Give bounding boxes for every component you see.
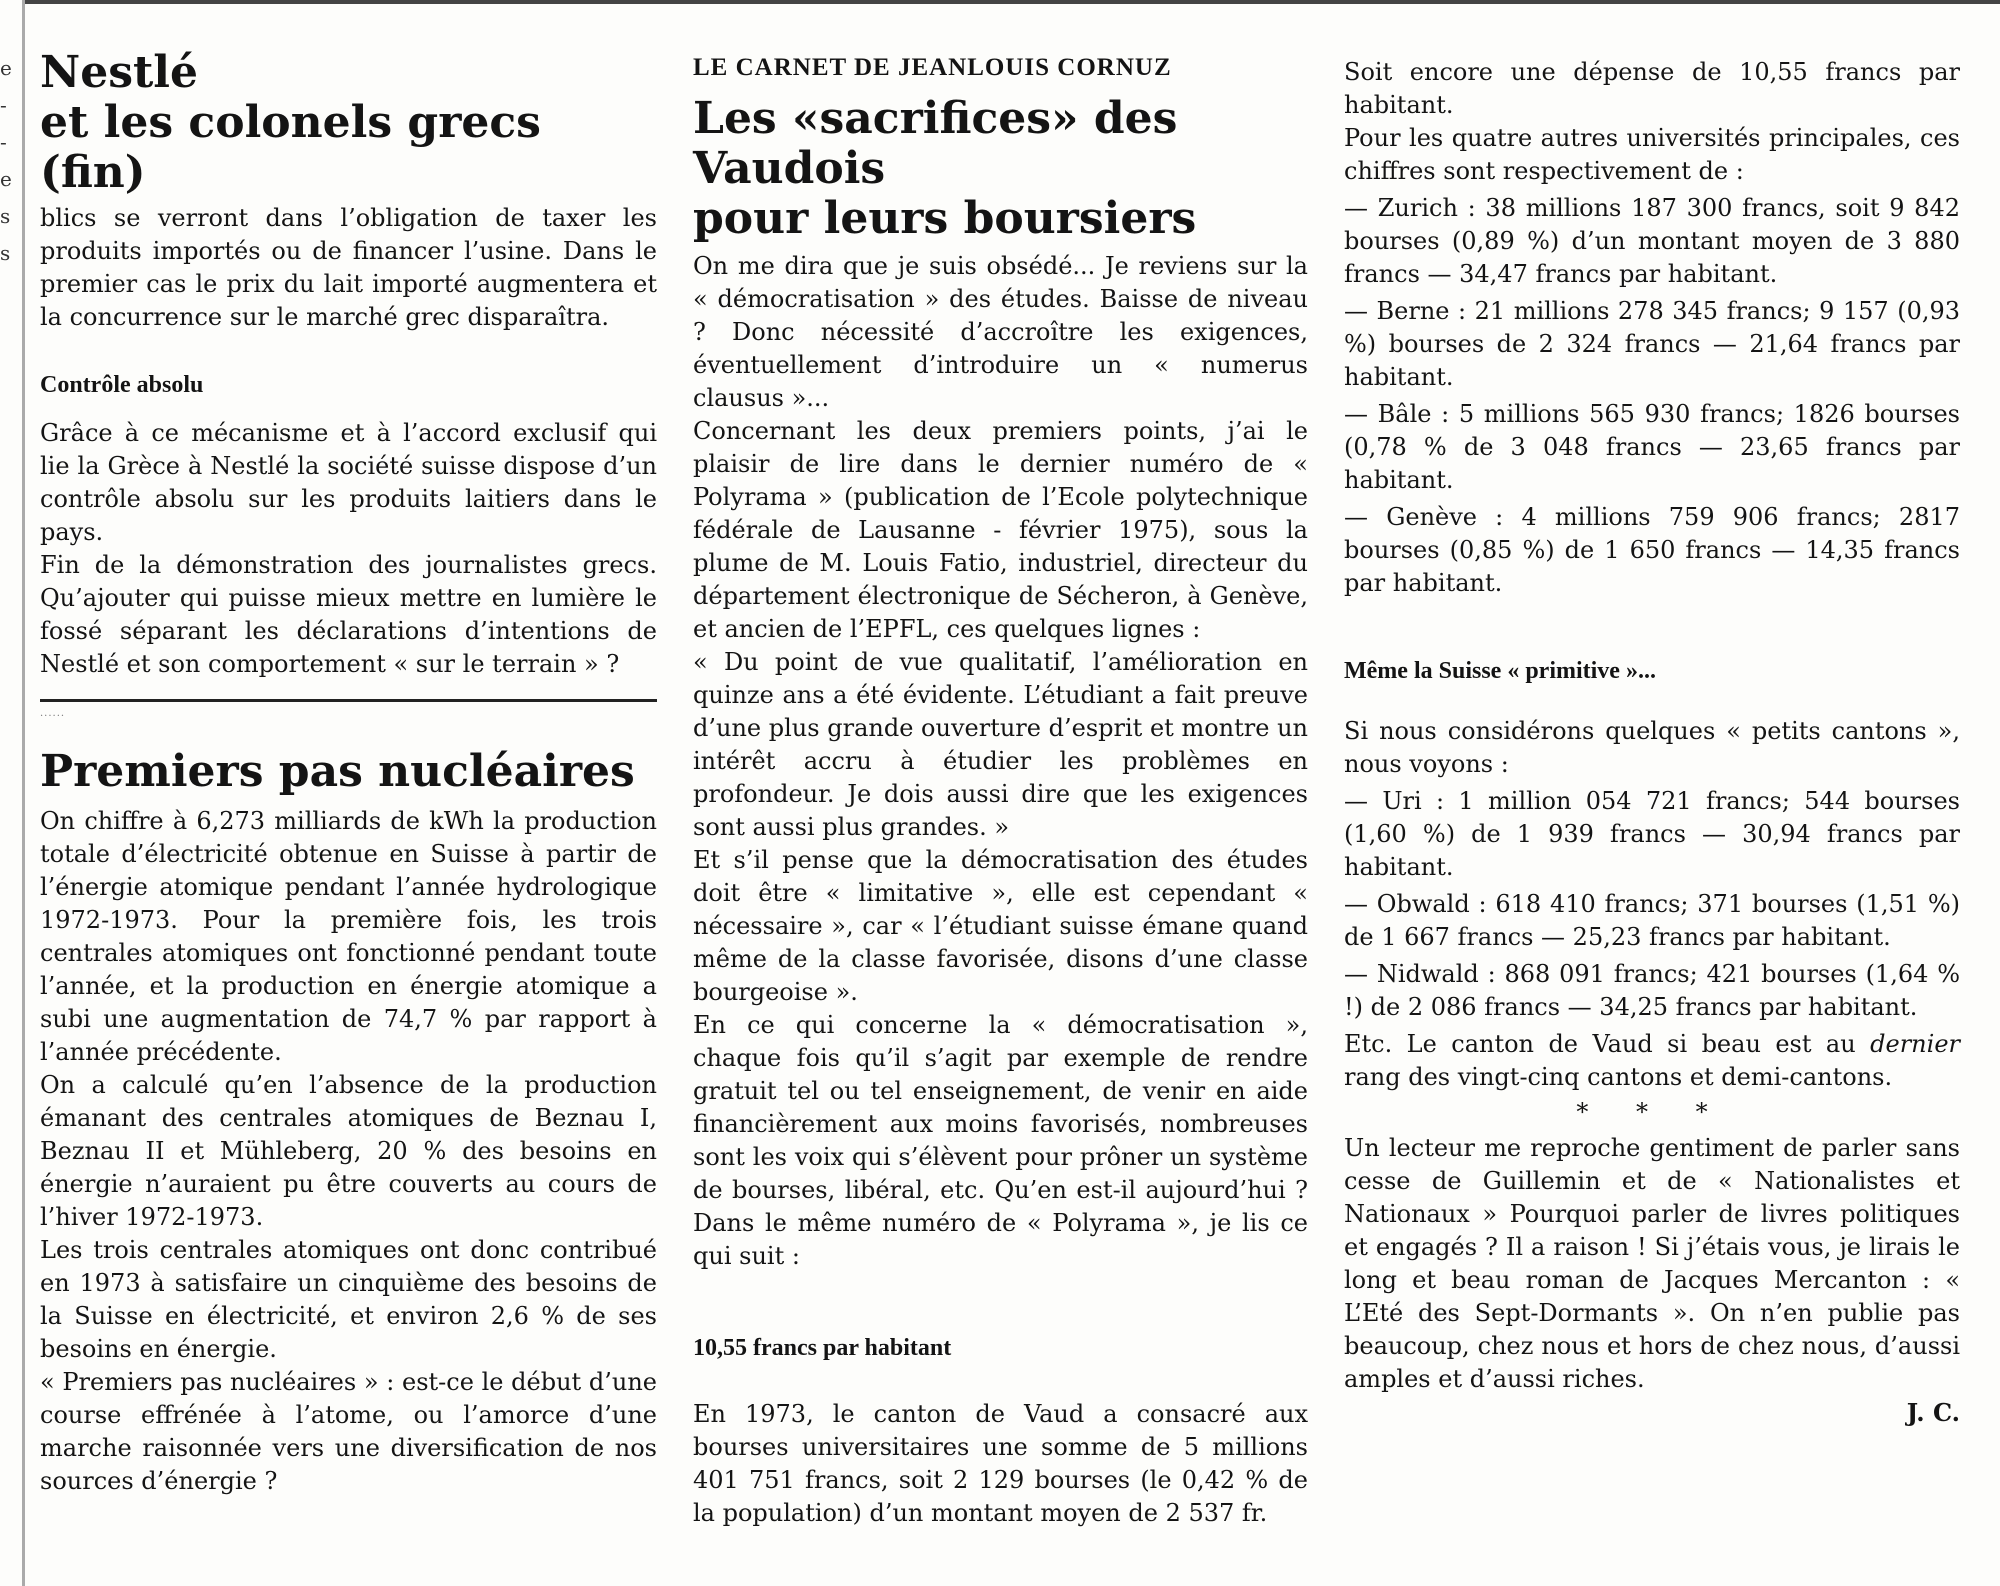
nestle-paragraph-1: blics se verront dans l’obligation de taxer les produits importés ou de financer l’usine. Dans le premier cas le prix du lait importé augmentera et la concurrence sur le marché grec disparaîtra.	[40, 204, 657, 331]
margin-char: e	[0, 167, 12, 191]
margin-char: s	[0, 204, 11, 228]
margin-char: -	[0, 93, 7, 117]
vaudois-paragraph-3: « Du point de vue qualitatif, l’amélioration en quinze ans a été évidente. L’étudiant a fait preuve d’une plus grande ouverture d’esprit et montre un intérêt accru à étudier les problèmes en profondeur. Je dois aussi dire que les exigences sont aussi plus grandes. »	[693, 648, 1308, 841]
article-nestle-title	[40, 48, 657, 198]
nuclear-paragraph-1: On chiffre à 6,273 milliards de kWh la production totale d’électricité obtenue en Suisse à partir de l’énergie atomique pendant l’année hydrologique 1972-1973. Pour la première fois, les trois centrales atomiques ont fonctionné pendant toute l’année, et la production en énergie atomique a subi une augmentation de 74,7 % par rapport à l’année précédente.	[40, 807, 657, 1066]
nuclear-paragraph-4: « Premiers pas nucléaires » : est-ce le début d’une course effrénée à l’atome, ou l’amorce d’une marche raisonnée vers une diversification de nos sources d’énergie ?	[40, 1368, 657, 1495]
column-3	[1344, 56, 1960, 1427]
vaudois-subhead: 10,55 francs par habitant	[693, 1335, 952, 1361]
article-vaudois-title	[693, 94, 1308, 244]
vaudois-paragraph-4: Et s’il pense que la démocratisation des études doit être « limitative », elle est cependant « nécessaire », car « l’étudiant suisse émane quand même de la classe favorisée, disons d’une classe bourgeoise ».	[693, 846, 1308, 1006]
title-line-1: Nestlé	[40, 47, 199, 98]
berne-figures: — Berne : 21 millions 278 345 francs; 9 157 (0,93 %) bourses de 2 324 francs — 21,64 francs par habitant.	[1344, 297, 1960, 391]
margin-char: -	[0, 130, 7, 154]
left-edge-rule	[22, 0, 25, 1586]
nidwald-figures: — Nidwald : 868 091 francs; 421 bourses (1,64 % !) de 2 086 francs — 34,25 francs par habitant.	[1344, 960, 1960, 1021]
continuation-paragraph-2: Pour les quatre autres universités principales, ces chiffres sont respectivement de :	[1344, 124, 1960, 185]
petits-cantons-intro: Si nous considérons quelques « petits cantons », nous voyons :	[1344, 717, 1960, 778]
suisse-primitive-subhead: Même la Suisse « primitive »...	[1344, 658, 1656, 684]
title-line-2: pour leurs boursiers	[693, 193, 1197, 244]
title-line-1: Les «sacrifices» des Vaudois	[693, 93, 1178, 194]
nestle-paragraph-3: Fin de la démonstration des journalistes grecs. Qu’ajouter qui puisse mieux mettre en lumière le fossé séparant les déclarations d’intentions de Nestlé et son comportement « sur le terrain » ?	[40, 551, 657, 678]
nuclear-paragraph-2: On a calculé qu’en l’absence de la production émanant des centrales atomiques de Beznau I, Beznau II et Mühleberg, 20 % des besoins en énergie n’auraient pu être couverts au cours de l’hiver 1972-1973.	[40, 1071, 657, 1231]
vaudois-paragraph-2: Concernant les deux premiers points, j’ai le plaisir de lire dans le dernier numéro de « Polyrama » (publication de l’Ecole polytechnique fédérale de Lausanne - février 1975), sous la plume de M. Louis Fatio, industriel, directeur du département électronique de Sécheron, à Genève, et ancien de l’EPFL, ces quelques lignes :	[693, 417, 1308, 643]
vaud-rank-emphasis: dernier	[1870, 1030, 1960, 1058]
margin-char: e	[0, 56, 12, 80]
print-smudge: ......	[40, 708, 66, 719]
margin-char: s	[0, 241, 11, 265]
vaud-rank-paragraph	[1344, 1028, 1960, 1094]
vaud-rank-text-a: Etc. Le canton de Vaud si beau est au	[1344, 1030, 1871, 1058]
column-1	[40, 48, 657, 1498]
column-kicker: LE CARNET DE JEANLOUIS CORNUZ	[693, 54, 1172, 81]
section-break-stars: * * *	[1576, 1098, 1728, 1126]
vaudois-paragraph-6: En 1973, le canton de Vaud a consacré aux bourses universitaires une somme de 5 millions 401 751 francs, soit 2 129 bourses (le 0,42 % de la population) d’un montant moyen de 2 537 fr.	[693, 1400, 1308, 1527]
vaudois-paragraph-5: En ce qui concerne la « démocratisation », chaque fois qu’il s’agit par exemple de rendre gratuit tel ou tel enseignement, de venir en aide financièrement aux moins favorisés, nombreuses sont les voix qui s’élèvent pour prôner un système de bourses, libéral, etc. Qu’en est-il aujourd’hui ? Dans le même numéro de « Polyrama », je lis ce qui suit :	[693, 1011, 1308, 1270]
vaud-rank-text-b: rang des vingt-cinq cantons et demi-cantons.	[1344, 1063, 1893, 1091]
article-nuclear-title: Premiers pas nucléaires	[40, 746, 635, 797]
uri-figures: — Uri : 1 million 054 721 francs; 544 bourses (1,60 %) de 1 939 francs — 30,94 francs par habitant.	[1344, 787, 1960, 881]
author-signature: J. C.	[1906, 1398, 1960, 1427]
zurich-figures: — Zurich : 38 millions 187 300 francs, soit 9 842 bourses (0,89 %) d’un montant moyen de 3 880 francs — 34,47 francs par habitant.	[1344, 194, 1960, 288]
column-2	[693, 54, 1308, 1530]
obwald-figures: — Obwald : 618 410 francs; 371 bourses (1,51 %) de 1 667 francs — 25,23 francs par habitant.	[1344, 890, 1960, 951]
nuclear-paragraph-3: Les trois centrales atomiques ont donc contribué en 1973 à satisfaire un cinquième des besoins de la Suisse en électricité, et environ 2,6 % de ses besoins en énergie.	[40, 1236, 657, 1363]
nestle-paragraph-2: Grâce à ce mécanisme et à l’accord exclusif qui lie la Grèce à Nestlé la société suisse dispose d’un contrôle absolu sur les produits laitiers dans le pays.	[40, 419, 657, 546]
reader-note-paragraph: Un lecteur me reproche gentiment de parler sans cesse de Guillemin et de « Nationalistes et Nationaux » Pourquoi parler de livres politiques et engagés ? Il a raison ! Si j’étais vous, je lirais le long et beau roman de Jacques Mercanton : « L’Eté des Sept-Dormants ». On n’en publie pas beaucoup, chez nous et hors de chez nous, d’aussi amples et d’aussi riches.	[1344, 1134, 1960, 1393]
article-divider	[40, 699, 657, 702]
margin-fragments	[0, 50, 12, 272]
nestle-subhead: Contrôle absolu	[40, 372, 204, 398]
top-border	[22, 0, 2000, 4]
vaudois-paragraph-1: On me dira que je suis obsédé... Je reviens sur la « démocratisation » des études. Baisse de niveau ? Donc nécessité d’accroître les exigences, éventuellement d’introduire un « numerus clausus »...	[693, 252, 1308, 412]
title-line-2: et les colonels grecs (fin)	[40, 97, 541, 198]
geneve-figures: — Genève : 4 millions 759 906 francs; 2817 bourses (0,85 %) de 1 650 francs — 14,35 francs par habitant.	[1344, 503, 1960, 597]
bale-figures: — Bâle : 5 millions 565 930 francs; 1826 bourses (0,78 % de 3 048 francs — 23,65 francs par habitant.	[1344, 400, 1960, 494]
continuation-paragraph-1: Soit encore une dépense de 10,55 francs par habitant.	[1344, 58, 1960, 119]
